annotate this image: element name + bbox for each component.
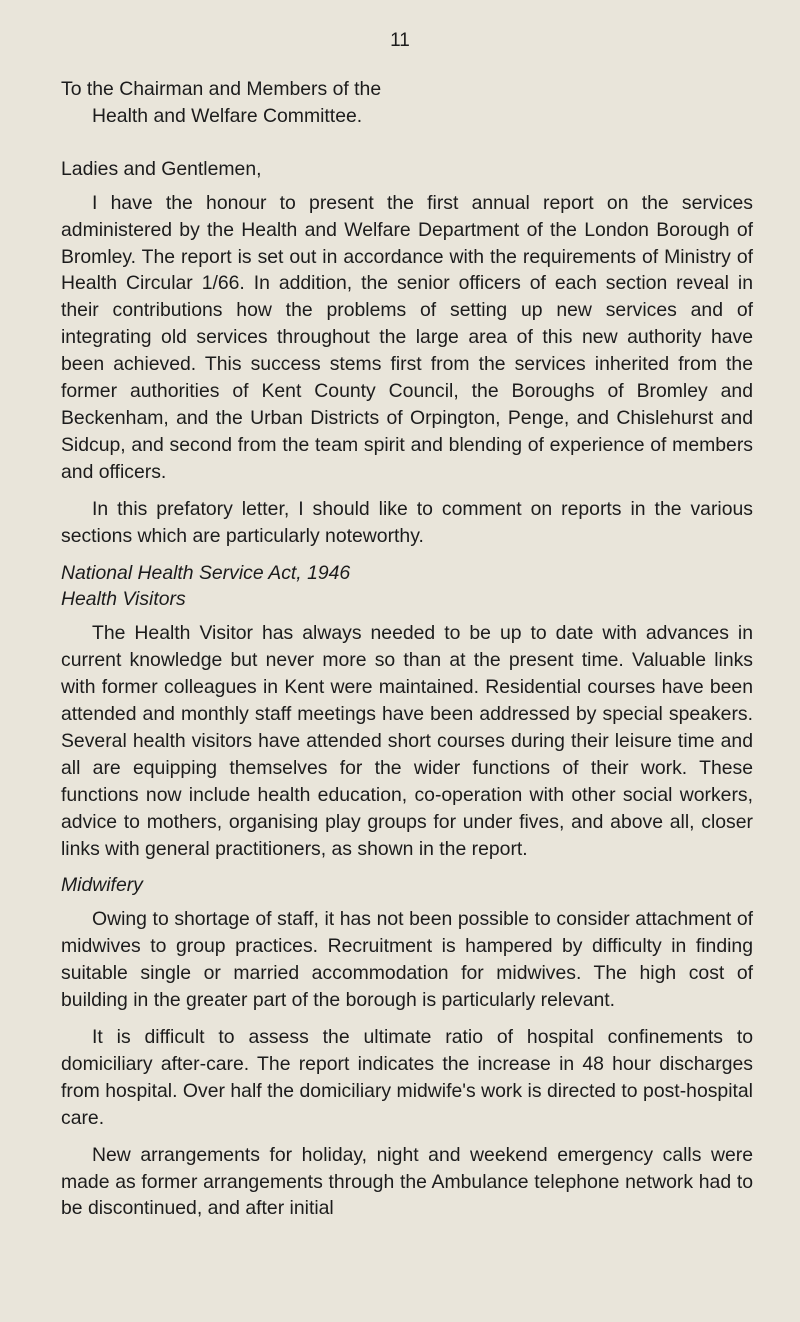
- salutation: Ladies and Gentlemen,: [61, 157, 262, 180]
- address-line-1: To the Chairman and Members of the: [61, 78, 382, 100]
- page-number: 11: [390, 30, 410, 51]
- midwifery-paragraph: It is difficult to assess the ultimate ratio of hospital confinements to domiciliary after-care. The report indicates the increase in 48 hour discharges from hospital. Over half the domiciliary midwife's work is directed to post-hospital care.: [61, 1026, 753, 1129]
- intro-paragraph: I have the honour to present the first annual report on the services administered by the Health and Welfare Department of the London Borough of Bromley. The report is set out in accordance with the requirements of Ministry of Health Circular 1/66. In addition, the senior officers of each section reveal in their contributions how the problems of setting up new services and of integrating old services throughout the large area of this new authority have been achieved. This success stems first from the services inherited from the former authorities of Kent County Council, the Boroughs of Bromley and Beckenham, and the Urban Districts of Orpington, Penge, and Chislehurst and Sidcup, and second from the team spirit and blending of experience of members and officers.: [61, 191, 753, 483]
- midwifery-paragraph: Owing to shortage of staff, it has not been possible to consider attachment of midwives to group practices. Recruitment is hampered by difficulty in finding suitable single or married accommodation for midwives. The high cost of building in the greater part of the borough is particularly relevant.: [61, 908, 753, 1012]
- address-line-2: Health and Welfare Committee.: [92, 104, 363, 127]
- section-heading-midwifery: Midwifery: [61, 874, 143, 897]
- section-heading-act: National Health Service Act, 1946: [61, 561, 351, 584]
- section-heading-health-visitors: Health Visitors: [61, 588, 186, 611]
- health-visitors-paragraph: The Health Visitor has always needed to be up to date with advances in current knowledge but never more so than at the present time. Valuable links with former colleagues in Kent were maintained. Residential courses have been attended and monthly staff meetings have been addressed by special speakers. Several health visitors have attended short courses during their leisure time and all are equipping themselves for the wider functions of their work. These functions now include health education, co-operation with other social workers, advice to mothers, organising play groups for under fives, and above all, closer links with general practitioners, as shown in the report.: [61, 622, 753, 860]
- letter-body: [61, 76, 753, 1222]
- midwifery-paragraph: New arrangements for holiday, night and weekend emergency calls were made as former arrangements through the Ambulance telephone network had to be discontinued, and after initial: [61, 1143, 753, 1220]
- intro-paragraph: In this prefatory letter, I should like to comment on reports in the various sections which are particularly noteworthy.: [61, 497, 753, 547]
